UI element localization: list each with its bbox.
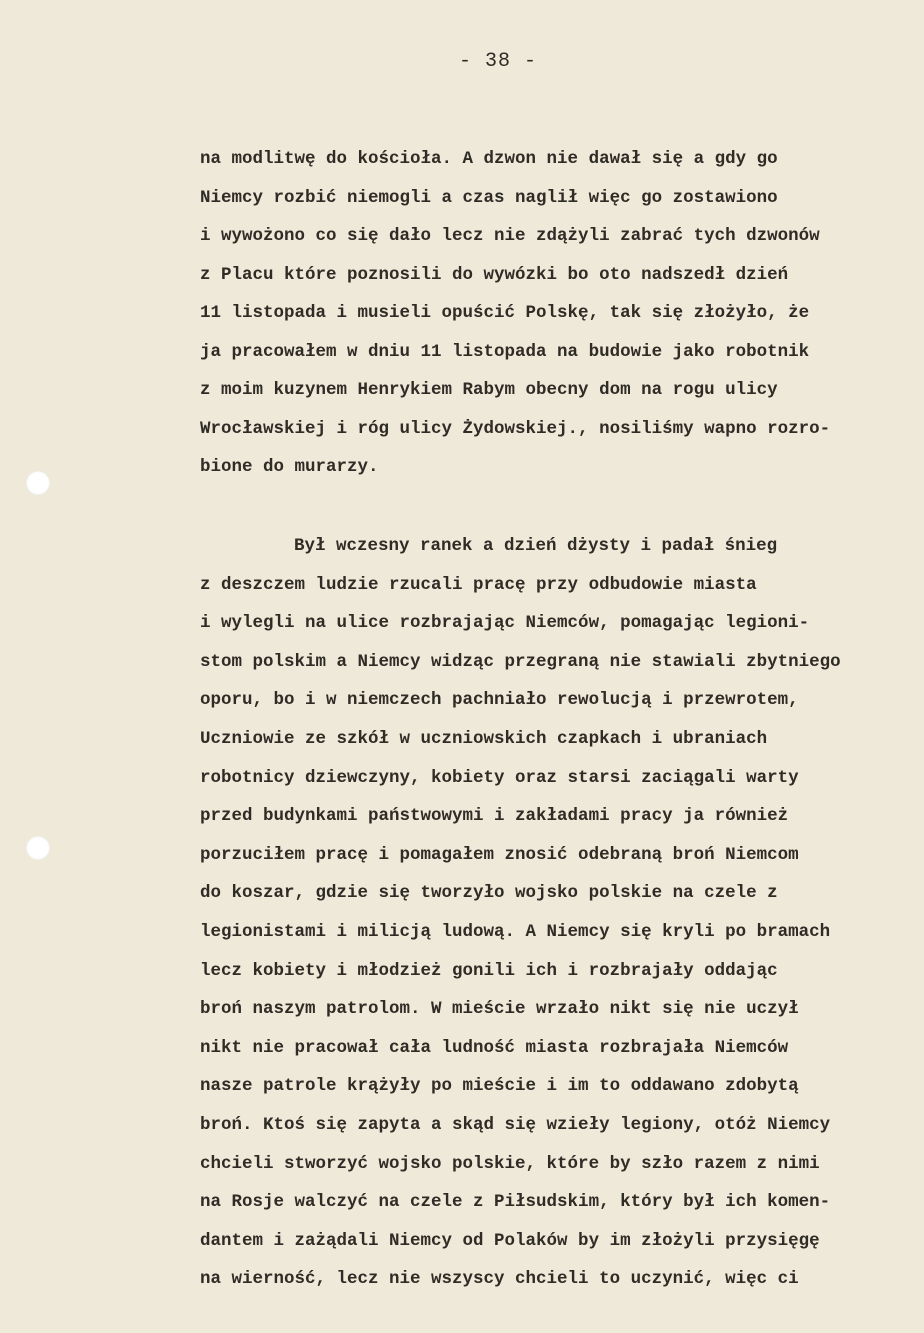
text-line: Niemcy rozbić niemogli a czas naglił więc go zostawiono [200,187,778,208]
paragraph-2 [200,527,841,1299]
text-line: na Rosje walczyć na czele z Piłsudskim, który był ich komen- [200,1192,831,1213]
page-number: - 38 - [458,50,537,73]
punch-hole [26,471,50,495]
text-line: nikt nie pracował cała ludność miasta rozbrajała Niemców [200,1037,789,1058]
text-line: oporu, bo i w niemczech pachniało rewolucją i przewrotem, [200,690,799,711]
text-line: broń naszym patrolom. W mieście wrzało nikt się nie uczył [200,999,799,1020]
text-line: do koszar, gdzie się tworzyło wojsko polskie na czele z [200,883,778,904]
text-line: i wywożono co się dało lecz nie zdążyli zabrać tych dzwonów [200,226,820,246]
paragraph-1 [200,140,830,487]
text-line: z deszczem ludzie rzucali pracę przy odbudowie miasta [200,574,757,595]
text-line: i wylegli na ulice rozbrajając Niemców, pomagając legioni- [200,613,810,634]
text-line: stom polskim a Niemcy widząc przegraną nie stawiali zbytniego [200,651,841,672]
text-line: 11 listopada i musieli opuścić Polskę, tak się złożyło, że [200,303,810,323]
text-line: Wrocławskiej i róg ulicy Żydowskiej., nosiliśmy wapno rozro- [200,418,831,439]
text-line: porzuciłem pracę i pomagałem znosić odebraną broń Niemcom [200,844,799,865]
text-line: robotnicy dziewczyny, kobiety oraz starsi zaciągali warty [200,767,799,788]
punch-hole [26,836,50,860]
text-line: legionistami i milicją ludową. A Niemcy się kryli po bramach [200,921,831,942]
text-line: na modlitwę do kościoła. A dzwon nie dawał się a gdy go [200,149,778,169]
text-line: lecz kobiety i młodzież gonili ich i rozbrajały oddając [200,960,778,981]
text-line: z Placu które poznosili do wywózki bo oto nadszedł dzień [200,264,789,285]
text-line: Uczniowie ze szkół w uczniowskich czapkach i ubraniach [200,728,768,749]
text-line: chcieli stworzyć wojsko polskie, które by szło razem z nimi [200,1153,820,1174]
text-line: na wierność, lecz nie wszyscy chcieli to uczynić, więc ci [200,1269,799,1290]
text-line: bione do murarzy. [200,457,379,477]
text-line: ja pracowałem w dniu 11 listopada na budowie jako robotnik [200,341,810,362]
text-line: broń. Ktoś się zapyta a skąd się wzieły legiony, otóż Niemcy [200,1114,831,1135]
text-line: Był wczesny ranek a dzień dżysty i padał śnieg [294,536,778,556]
text-line: z moim kuzynem Henrykiem Rabym obecny dom na rogu ulicy [200,380,778,400]
text-line: dantem i zażądali Niemcy od Polaków by im złożyli przysięgę [200,1230,820,1251]
text-line: przed budynkami państwowymi i zakładami pracy ja również [200,806,789,827]
text-line: nasze patrole krążyły po mieście i im to oddawano zdobytą [200,1076,799,1097]
